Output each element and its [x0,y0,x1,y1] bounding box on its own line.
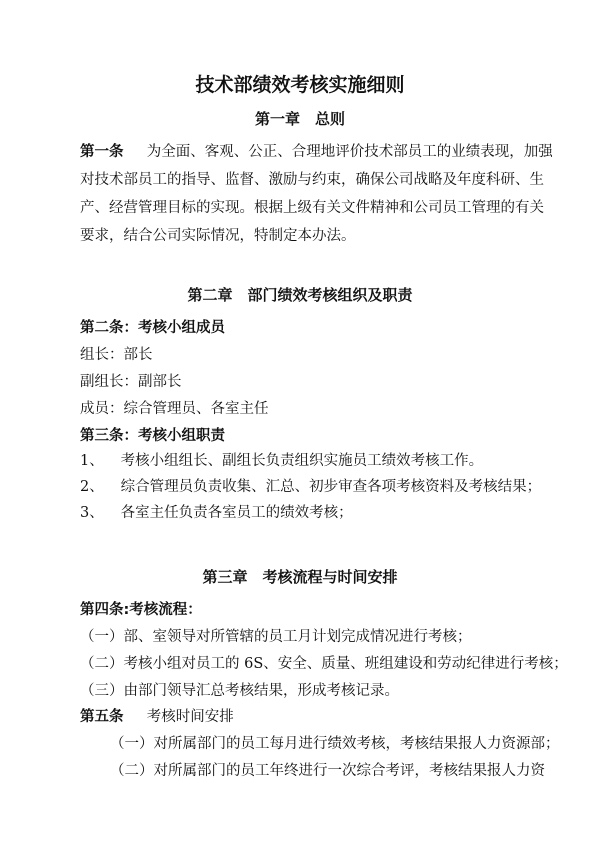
article-3-item-3-text: 各室主任负责各室员工的绩效考核； [120,505,353,521]
article-5-label: 第五条 [80,709,124,725]
article-4-item-1: （一）部、室领导对所管辖的员工月计划完成情况进行考核； [80,629,472,645]
article-5-item-1: （一）对所属部门的员工每月进行绩效考核，考核结果报人力资源部； [110,736,560,752]
article-1-text-1: 为全面、客观、公正、合理地评价技术部员工的业绩表现，加强 [146,144,553,160]
article-5-label-text: 考核时间安排 [146,709,234,725]
article-2-line-3: 成员：综合管理员、各室主任 [80,401,269,417]
article-1-line-2: 对技术部员工的指导、监督、激励与约束，确保公司战略及年度科研、生 [80,172,544,188]
article-1-line-3: 产、经营管理目标的实现。根据上级有关文件精神和公司员工管理的有关 [80,200,544,216]
article-3-item-2 [80,477,541,497]
document-title: 技术部绩效考核实施细则 [195,74,405,96]
article-3-item-1 [80,451,483,471]
article-3-item-1-text: 考核小组组长、副组长负责组织实施员工绩效考核工作。 [120,453,484,469]
article-3-item-3 [80,503,353,523]
chapter-3-heading: 第三章 考核流程与时间安排 [202,568,398,586]
article-2-line-1: 组长：部长 [80,347,153,363]
article-1-label: 第一条 [80,144,124,160]
article-3-label: 第三条：考核小组职责 [80,428,225,444]
article-3-item-2-text: 综合管理员负责收集、汇总、初步审查各项考核资料及考核结果； [120,479,542,495]
article-5-item-2: （二）对所属部门的员工年终进行一次综合考评，考核结果报人力资 [110,763,545,779]
chapter-2-heading: 第二章 部门绩效考核组织及职责 [187,286,413,304]
article-4-label: 第四条:考核流程： [80,602,202,618]
article-3-item-2-num: 2、 [80,479,104,495]
article-3-item-3-num: 3、 [80,505,104,521]
article-4-item-3: （三）由部门领导汇总考核结果，形成考核记录。 [80,683,399,699]
article-2-label: 第二条：考核小组成员 [80,320,225,336]
article-1-line-4: 要求，结合公司实际情况，特制定本办法。 [80,228,356,244]
chapter-1-heading: 第一章 总则 [254,110,345,128]
article-2-line-2: 副组长：副部长 [80,374,182,390]
article-3-item-1-num: 1、 [80,453,104,469]
article-4-item-2: （二）考核小组对员工的 6S、安全、质量、班组建设和劳动纪律进行考核； [80,656,568,672]
article-5-heading [80,707,234,727]
article-1-line-1 [80,142,553,162]
